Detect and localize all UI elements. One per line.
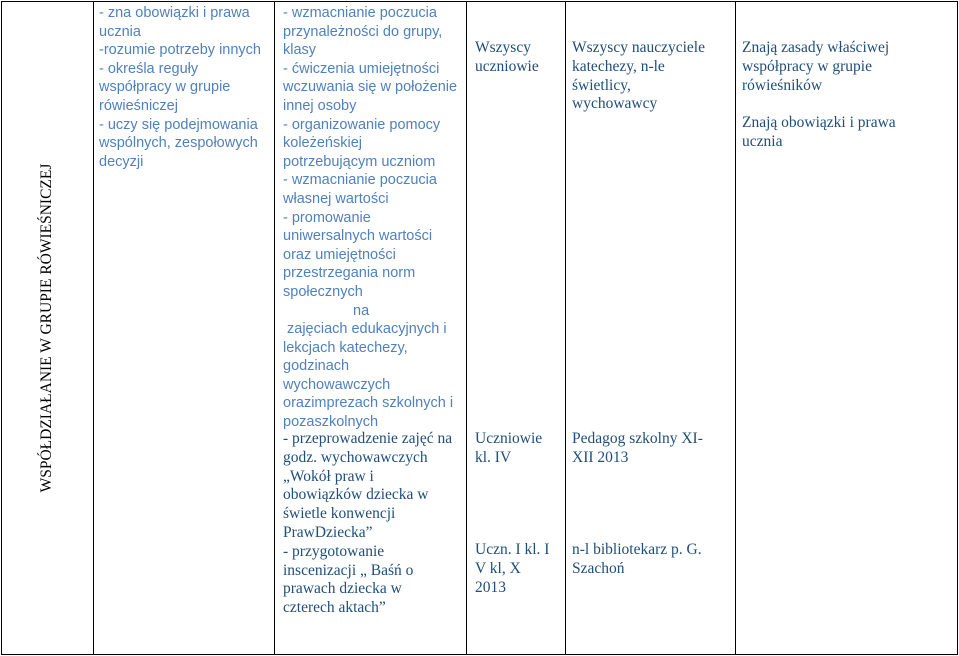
tasks-list — [283, 4, 457, 432]
task-line: przestrzegania norm — [283, 265, 416, 282]
task-line: godzinach — [283, 358, 350, 375]
outcome-1-line: rówieśników — [742, 76, 823, 94]
task-event-line: inscenizacji „ Baśń o — [283, 561, 414, 579]
responsible-1-line: katechezy, n-le — [572, 57, 665, 75]
responsible-1-line: Wszyscy nauczyciele — [572, 39, 705, 56]
tasks-cell — [274, 1, 467, 655]
participants-group-2 — [475, 430, 542, 468]
participants-1-line: Wszyscy — [475, 39, 531, 56]
outcome-1-line: Znają zasady właściwej — [742, 39, 890, 56]
goal-line: decyzji — [99, 153, 144, 170]
task-line: - wzmacnianie poczucia — [283, 5, 437, 21]
responsible-group-1 — [572, 39, 705, 114]
participants-cell — [466, 1, 566, 655]
task-line: wczuwania się w położenie — [283, 79, 458, 96]
task-line: pozaszkolnych — [283, 414, 379, 431]
goal-line: - uczy się podejmowania — [99, 116, 258, 133]
task-event-line: prawach dziecka w — [283, 580, 402, 598]
task-line: koleżeńskiej — [283, 135, 362, 152]
goal-line: - określa reguły — [99, 60, 199, 77]
participants-2-line: Uczniowie — [475, 430, 543, 447]
outcome-2-line: Znają obowiązki i prawa — [742, 114, 896, 131]
participants-3-line: Uczn. I kl. I — [475, 541, 550, 558]
participants-group-1 — [475, 39, 539, 77]
outcome-2-line: ucznia — [742, 132, 783, 150]
goal-line: wspólnych, zespołowych — [99, 135, 258, 152]
task-line: - ćwiczenia umiejętności — [283, 60, 440, 77]
task-line: przynależności do grupy, — [283, 23, 443, 40]
task-line: oraz umiejętności — [283, 246, 396, 263]
task-line: orazimprezach szkolnych i — [283, 395, 454, 412]
responsible-2-line: Pedagog szkolny XI- — [572, 430, 703, 447]
task-event-line: godz. wychowawczych — [283, 448, 428, 466]
task-line: lekcjach katechezy, — [283, 339, 408, 356]
goal-line: - zna obowiązki i prawa — [99, 5, 250, 21]
goals-cell — [93, 1, 275, 655]
goal-line: ucznia — [99, 23, 141, 40]
responsible-3-line: Szachoń — [572, 559, 625, 577]
task-line: społecznych — [283, 283, 363, 300]
area-title: WSPÓŁDZIAŁANIE W GRUPIE RÓWIEŚNICZEJ — [38, 163, 55, 492]
goal-line: współpracy w grupie — [99, 79, 231, 96]
goal-line: rówieśniczej — [99, 97, 178, 114]
responsible-3-line: n-l bibliotekarz p. G. — [572, 541, 702, 558]
responsible-1-line: wychowawcy — [572, 95, 658, 113]
task-line: innej osoby — [283, 97, 357, 114]
task-event-line: „Wokół praw i — [283, 467, 374, 485]
task-event-line: świetle konwencji — [283, 505, 396, 523]
outcomes-cell — [735, 1, 958, 655]
task-line: - wzmacnianie poczucia — [283, 172, 437, 189]
responsible-cell — [565, 1, 736, 655]
task-line: zajęciach edukacyjnych i — [287, 321, 447, 338]
area-title-cell — [1, 1, 94, 655]
task-line: uniwersalnych wartości — [283, 228, 433, 245]
task-line: potrzebującym uczniom — [283, 153, 436, 170]
participants-3-line: 2013 — [475, 578, 506, 596]
participants-2-line: kl. IV — [475, 448, 512, 466]
responsible-group-3 — [572, 541, 702, 579]
task-event-line: obowiązków dziecka w — [283, 486, 429, 504]
task-event-line: - przeprowadzenie zajęć na — [283, 430, 453, 447]
tasks-list-events — [283, 430, 452, 618]
task-event-line: PrawDziecka” — [283, 523, 373, 541]
participants-group-3 — [475, 541, 549, 597]
responsible-group-2 — [572, 430, 703, 468]
task-line: własnej wartości — [283, 190, 389, 207]
responsible-2-line: XII 2013 — [572, 448, 629, 466]
outcome-cooperation — [742, 39, 889, 95]
task-event-line: - przygotowanie — [283, 542, 385, 560]
task-event-line: czterech aktach” — [283, 599, 386, 617]
participants-1-line: uczniowie — [475, 57, 539, 75]
goals-list — [99, 4, 261, 171]
participants-3-line: V kl, X — [475, 559, 521, 577]
goal-line: -rozumie potrzeby innych — [99, 42, 261, 59]
task-line: wychowawczych — [283, 376, 391, 393]
outcome-rights — [742, 114, 896, 152]
task-line: - organizowanie pomocy — [283, 116, 441, 133]
responsible-1-line: świetlicy, — [572, 76, 631, 94]
outcome-1-line: współpracy w grupie — [742, 57, 872, 75]
task-line: klasy — [283, 42, 317, 59]
task-line: na — [353, 302, 370, 319]
task-line: - promowanie — [283, 209, 371, 226]
